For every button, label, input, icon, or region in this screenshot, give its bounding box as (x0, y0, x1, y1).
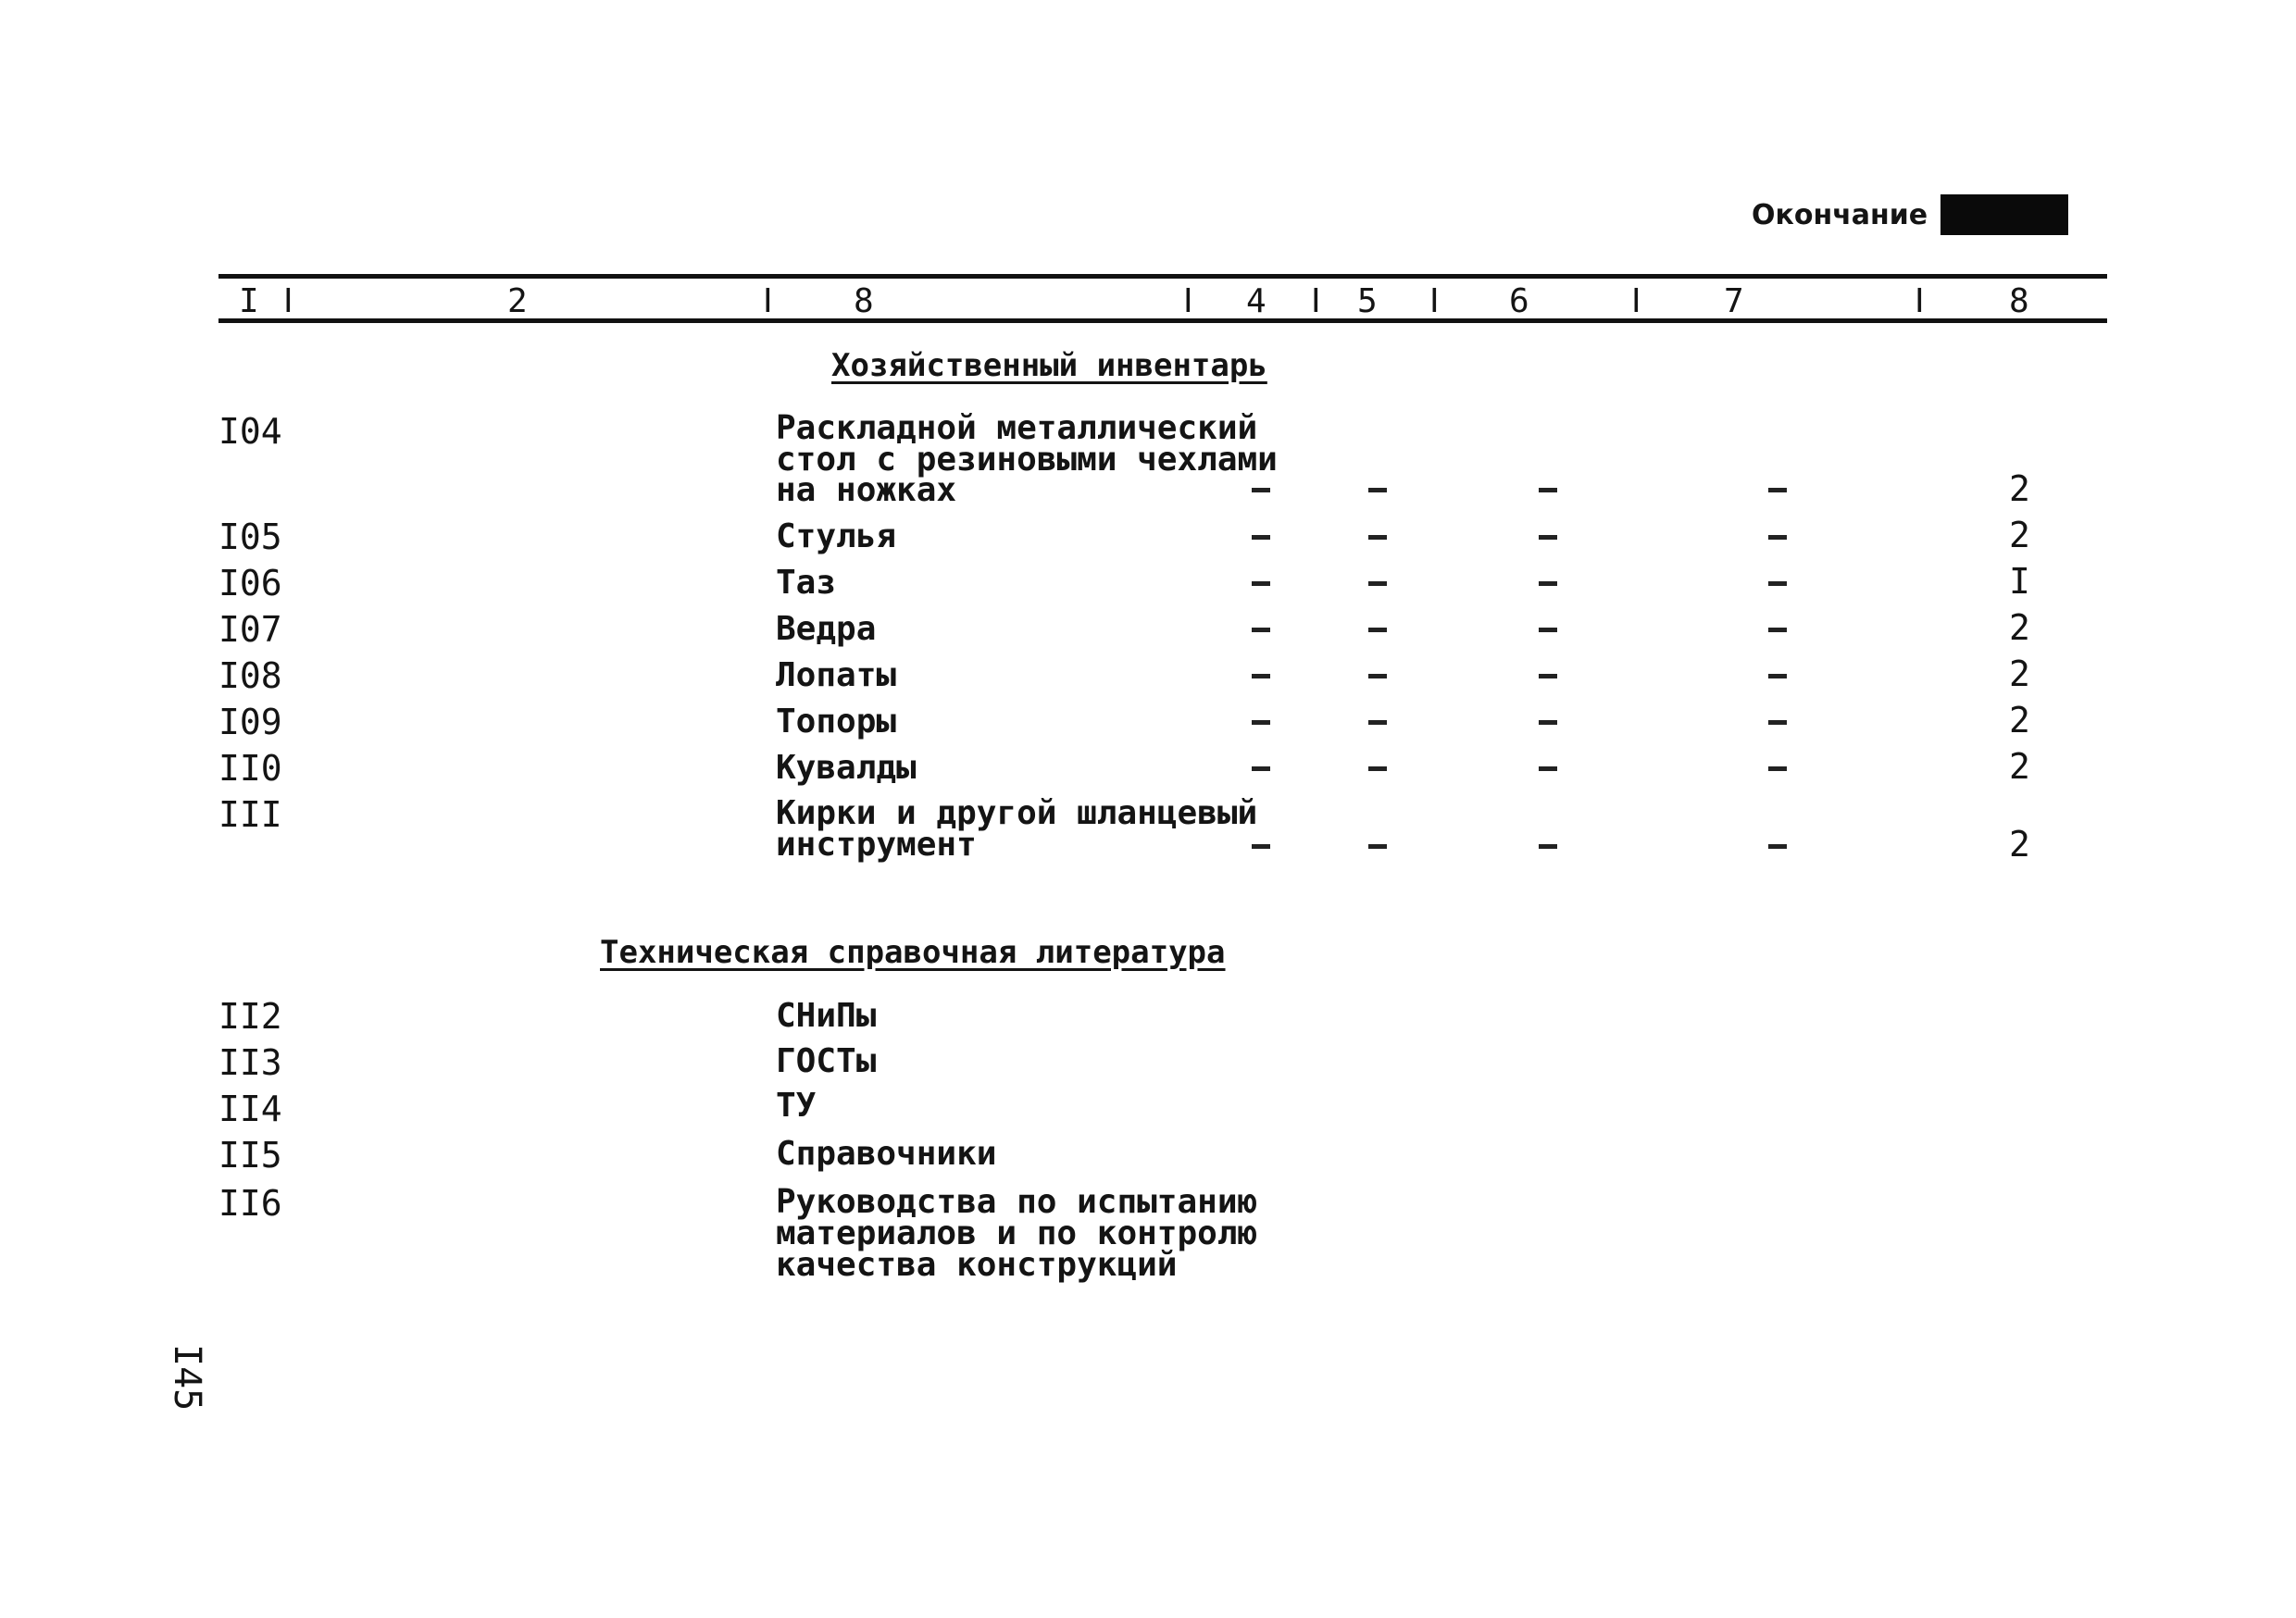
empty-cell-dash (1768, 720, 1787, 725)
header-col-1: I (239, 282, 259, 320)
empty-cell-dash (1768, 844, 1787, 849)
empty-cell-dash (1252, 581, 1270, 586)
empty-cell-dash (1252, 766, 1270, 771)
row-number: II5 (218, 1135, 282, 1176)
continuation-label: Окончание (1752, 199, 1928, 231)
header-separator: I (763, 282, 773, 320)
empty-cell-dash (1252, 488, 1270, 492)
header-col-5: 5 (1357, 282, 1378, 320)
header-col-4: 4 (1246, 282, 1267, 320)
empty-cell-dash (1368, 535, 1387, 540)
empty-cell-dash (1252, 844, 1270, 849)
row-number: II2 (218, 996, 282, 1037)
row-number: I08 (218, 655, 282, 696)
empty-cell-dash (1768, 488, 1787, 492)
empty-cell-dash (1368, 581, 1387, 586)
empty-cell-dash (1252, 720, 1270, 725)
empty-cell-dash (1368, 628, 1387, 632)
header-col-6: 6 (1509, 282, 1529, 320)
quantity-value: 2 (2009, 700, 2030, 741)
item-name-line: Справочники (776, 1135, 997, 1173)
item-name-line: Лопаты (776, 656, 897, 694)
empty-cell-dash (1368, 488, 1387, 492)
row-number: II4 (218, 1089, 282, 1129)
row-number: I05 (218, 517, 282, 557)
empty-cell-dash (1539, 581, 1557, 586)
row-number: I09 (218, 702, 282, 742)
row-number: II0 (218, 748, 282, 789)
empty-cell-dash (1252, 535, 1270, 540)
continuation-heading (1752, 194, 2094, 237)
empty-cell-dash (1539, 628, 1557, 632)
quantity-value: 2 (2009, 515, 2030, 555)
item-name-line: Стулья (776, 517, 897, 555)
header-separator: I (283, 282, 293, 320)
item-name-line: стол с резиновыми чехлами (776, 441, 1278, 479)
quantity-value: 2 (2009, 653, 2030, 694)
row-number: II6 (218, 1183, 282, 1224)
quantity-value: 2 (2009, 746, 2030, 787)
section-title-household: Хозяйственный инвентарь (831, 347, 1267, 384)
empty-cell-dash (1539, 535, 1557, 540)
header-separator: I (1183, 282, 1193, 320)
item-name-line: ГОСТы (776, 1042, 877, 1080)
header-col-8: 8 (2009, 282, 2029, 320)
header-col-2: 2 (507, 282, 528, 320)
empty-cell-dash (1368, 844, 1387, 849)
item-name-line: на ножках (776, 471, 957, 509)
table-header-bottom-rule (218, 318, 2107, 323)
empty-cell-dash (1252, 628, 1270, 632)
empty-cell-dash (1539, 674, 1557, 678)
empty-cell-dash (1539, 844, 1557, 849)
item-name-line: Таз (776, 564, 837, 602)
header-col-7: 7 (1724, 282, 1744, 320)
item-name-line: Кувалды (776, 749, 917, 787)
empty-cell-dash (1768, 674, 1787, 678)
table-header-top-rule (218, 274, 2107, 279)
quantity-value: 2 (2009, 607, 2030, 648)
item-name-line: Ведра (776, 610, 877, 648)
empty-cell-dash (1539, 720, 1557, 725)
header-separator: I (1429, 282, 1440, 320)
row-number: I06 (218, 563, 282, 604)
header-col-3: 8 (854, 282, 874, 320)
item-name-line: инструмент (776, 826, 977, 864)
header-separator: I (1311, 282, 1321, 320)
empty-cell-dash (1768, 628, 1787, 632)
item-name-line: Раскладной металлический (776, 409, 1258, 447)
item-name-line: ТУ (776, 1087, 817, 1125)
item-name-line: Топоры (776, 703, 897, 741)
empty-cell-dash (1539, 766, 1557, 771)
empty-cell-dash (1768, 535, 1787, 540)
row-number: III (218, 794, 282, 835)
redacted-block (1940, 194, 2068, 235)
item-name-line: Кирки и другой шланцевый (776, 794, 1258, 832)
header-separator: I (1915, 282, 1925, 320)
empty-cell-dash (1368, 766, 1387, 771)
empty-cell-dash (1539, 488, 1557, 492)
quantity-value: I (2009, 561, 2030, 602)
row-number: II3 (218, 1042, 282, 1083)
item-name-line: Руководства по испытанию (776, 1183, 1258, 1221)
section-title-reference-literature: Техническая справочная литература (600, 934, 1226, 971)
row-number: I04 (218, 411, 282, 452)
item-name-line: СНиПы (776, 997, 877, 1035)
header-separator: I (1631, 282, 1641, 320)
item-name-line: качества конструкций (776, 1246, 1178, 1284)
quantity-value: 2 (2009, 468, 2030, 509)
empty-cell-dash (1768, 766, 1787, 771)
empty-cell-dash (1368, 720, 1387, 725)
page-number: I45 (166, 1344, 208, 1412)
item-name-line: материалов и по контролю (776, 1214, 1258, 1252)
row-number: I07 (218, 609, 282, 650)
empty-cell-dash (1368, 674, 1387, 678)
empty-cell-dash (1768, 581, 1787, 586)
quantity-value: 2 (2009, 824, 2030, 865)
empty-cell-dash (1252, 674, 1270, 678)
